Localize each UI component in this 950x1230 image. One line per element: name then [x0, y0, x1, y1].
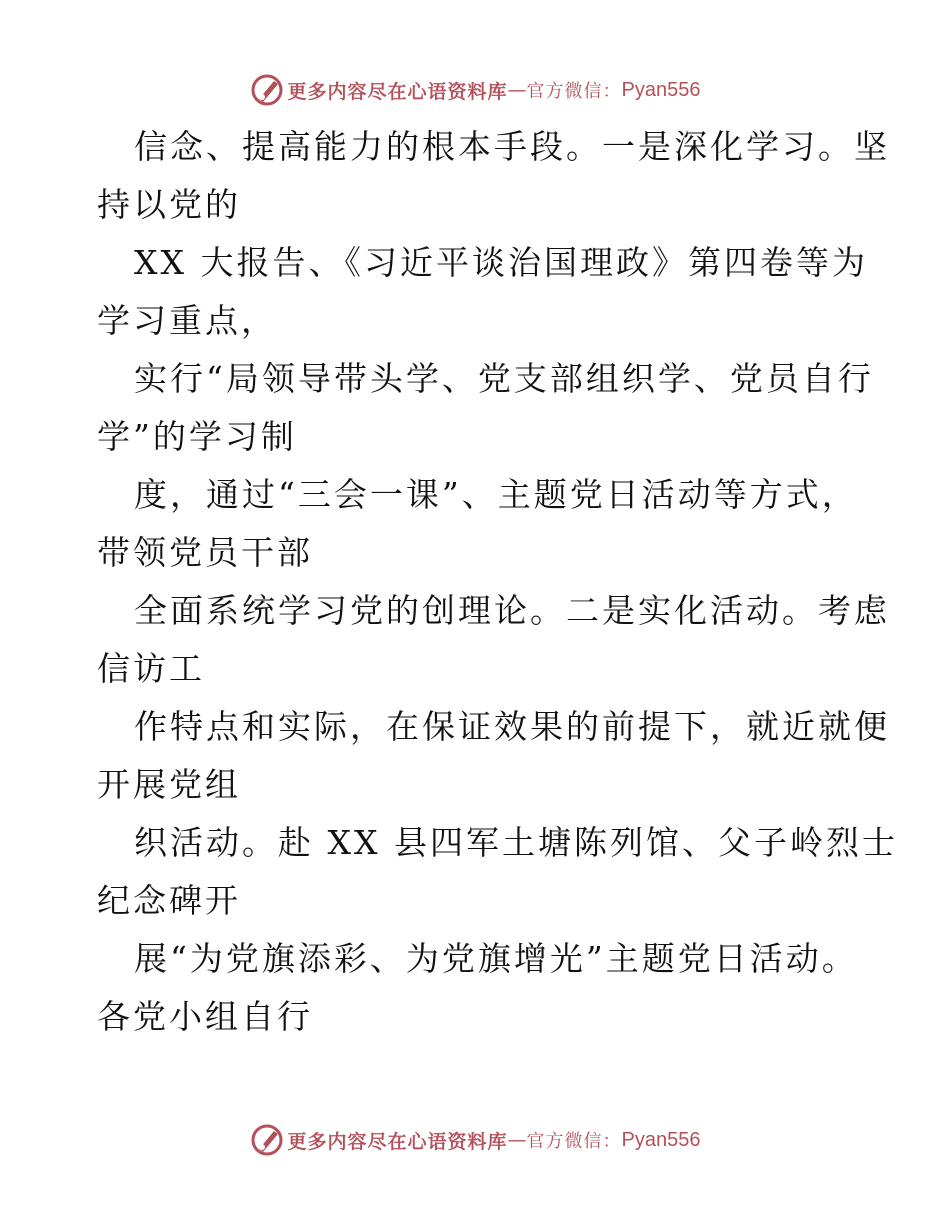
- footer-site-text: 更多内容尽在心语资料库: [287, 1130, 508, 1153]
- pen-circle-logo-icon: [250, 73, 284, 107]
- body-line: 实行“局领导带头学、党支部组织学、党员自行: [134, 359, 874, 398]
- body-line: 作特点和实际，在保证效果的前提下，就近就便: [134, 707, 890, 746]
- body-line: 度，通过“三会一课”、主题党日活动等方式，: [134, 475, 858, 514]
- body-line: 学”的学习制: [97, 417, 297, 456]
- footer-banner: [0, 1120, 950, 1160]
- footer-wechat-id: Pyan556: [621, 1128, 701, 1151]
- body-line: 学习重点，: [97, 301, 277, 340]
- footer-separator: —: [507, 1129, 527, 1151]
- body-line: 带领党员干部: [97, 533, 313, 572]
- pen-circle-logo-icon: [250, 1123, 284, 1157]
- body-line: 展“为党旗添彩、为党旗增光”主题党日活动。: [134, 939, 858, 978]
- body-line: 全面系统学习党的创理论。二是实化活动。考虑: [134, 591, 890, 630]
- body-line: 各党小组自行: [97, 997, 313, 1036]
- header-site-text: 更多内容尽在心语资料库: [287, 80, 508, 103]
- header-wechat-label: 官方微信：: [526, 81, 622, 102]
- body-line: XX 大报告、《习近平谈治国理政》第四卷等为: [134, 243, 868, 282]
- body-line: 纪念碑开: [97, 881, 241, 920]
- header-banner: [0, 70, 950, 110]
- document-body: [97, 118, 898, 1046]
- header-separator: —: [507, 79, 527, 101]
- header-wechat-id: Pyan556: [621, 78, 701, 101]
- body-line: 信访工: [97, 649, 205, 688]
- body-line: 持以党的: [97, 185, 241, 224]
- body-line: 织活动。赴 XX 县四军土塘陈列馆、父子岭烈士: [134, 823, 898, 862]
- footer-wechat-label: 官方微信：: [526, 1131, 622, 1152]
- body-line: 信念、提高能力的根本手段。一是深化学习。坚: [134, 127, 890, 166]
- body-line: 开展党组: [97, 765, 241, 804]
